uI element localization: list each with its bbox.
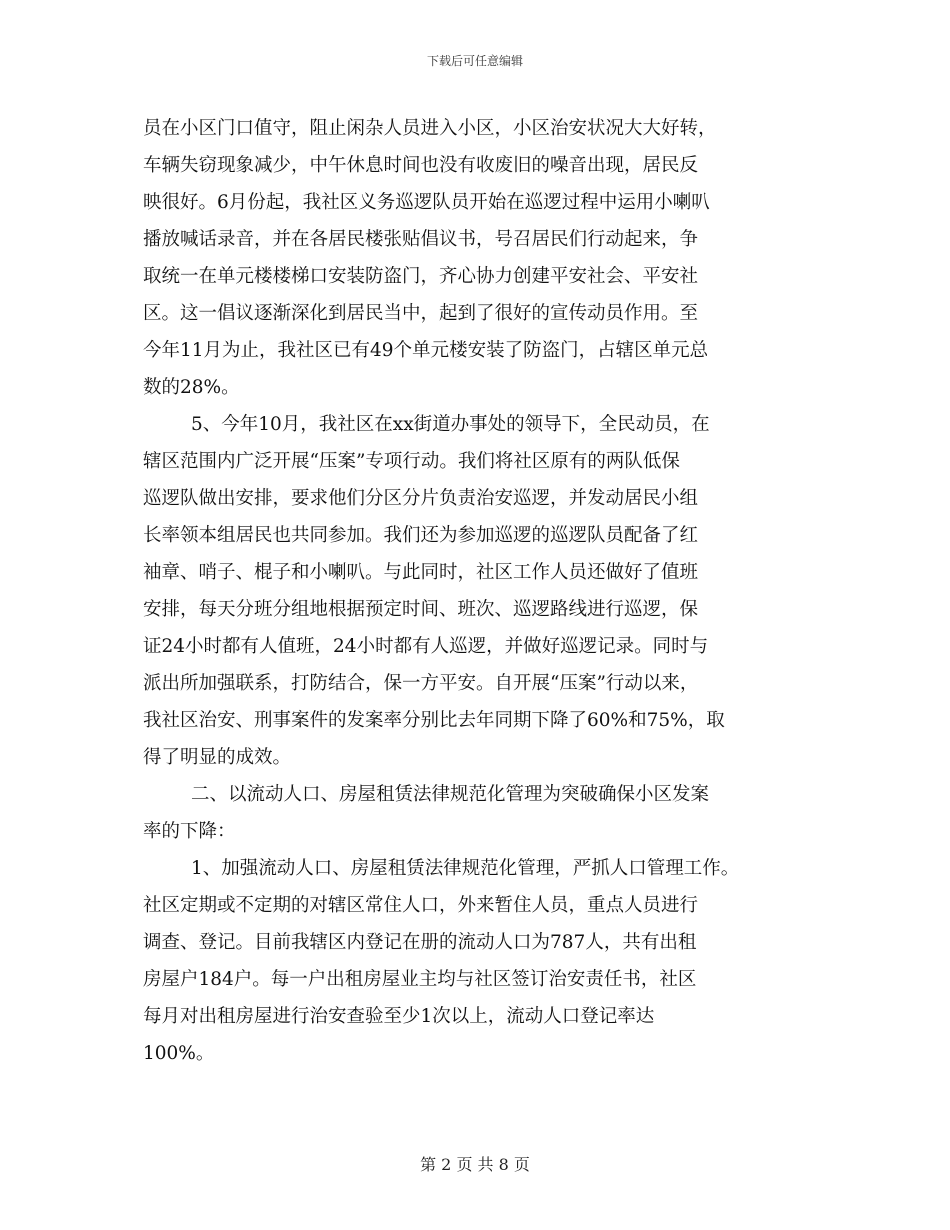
section-heading [143, 776, 823, 850]
text-line: 每月对出租房屋进行治安查验至少1次以上，流动人口登记率达 [143, 1006, 655, 1027]
text-line: 今年11月为止，我社区已有49个单元楼安装了防盗门，占辖区单元总 [143, 340, 709, 361]
text-line: 社区定期或不定期的对辖区常住人口，外来暂住人员，重点人员进行 [143, 895, 699, 916]
text-line: 二、以流动人口、房屋租赁法律规范化管理为突破确保小区发案 [191, 784, 710, 805]
page-header: 下载后可任意编辑 [426, 54, 523, 68]
text-line: 5、今年10月，我社区在xx街道办事处的领导下，全民动员，在 [191, 414, 710, 435]
text-line: 安排，每天分班分组地根据预定时间、班次、巡逻路线进行巡逻，保 [143, 599, 699, 620]
text-line: 长率领本组居民也共同参加。我们还为参加巡逻的巡逻队员配备了红 [143, 525, 699, 546]
text-line: 巡逻队做出安排，要求他们分区分片负责治安巡逻，并发动居民小组 [143, 488, 699, 509]
paragraph-2 [143, 406, 823, 776]
paragraph-4 [143, 850, 823, 1072]
text-line: 率的下降： [143, 821, 236, 842]
text-line: 员在小区门口值守，阻止闲杂人员进入小区，小区治安状况大大好转， [143, 118, 717, 139]
text-line: 播放喊话录音，并在各居民楼张贴倡议书，号召居民们行动起来，争 [143, 229, 699, 250]
text-line: 证24小时都有人值班，24小时都有人巡逻，并做好巡逻记录。同时与 [143, 636, 709, 657]
text-line: 车辆失窃现象减少，中午休息时间也没有收废旧的噪音出现，居民反 [143, 155, 699, 176]
text-line: 房屋户184户。每一户出租房屋业主均与社区签订治安责任书，社区 [143, 969, 697, 990]
text-line: 数的28%。 [143, 377, 240, 398]
text-line: 得了明显的成效。 [143, 747, 292, 768]
text-line: 袖章、哨子、棍子和小喇叭。与此同时，社区工作人员还做好了值班 [143, 562, 699, 583]
text-line: 映很好。6月份起，我社区义务巡逻队员开始在巡逻过程中运用小喇叭 [143, 192, 710, 213]
text-line: 我社区治安、刑事案件的发案率分别比去年同期下降了60%和75%，取 [143, 710, 725, 731]
text-line: 1、加强流动人口、房屋租赁法律规范化管理，严抓人口管理工作。 [191, 858, 740, 879]
text-line: 100%。 [143, 1043, 215, 1064]
text-line: 辖区范围内广泛开展“压案”专项行动。我们将社区原有的两队低保 [143, 451, 680, 472]
page-footer: 第 2 页 共 8 页 [420, 1155, 530, 1174]
text-line: 调查、登记。目前我辖区内登记在册的流动人口为787人，共有出租 [143, 932, 697, 953]
text-line: 取统一在单元楼楼梯口安装防盗门，齐心协力创建平安社会、平安社 [143, 266, 699, 287]
text-line: 区。这一倡议逐渐深化到居民当中，起到了很好的宣传动员作用。至 [143, 303, 699, 324]
paragraph-1 [143, 110, 823, 406]
text-line: 派出所加强联系，打防结合，保一方平安。自开展“压案”行动以来， [143, 673, 699, 694]
document-body [143, 110, 823, 1072]
